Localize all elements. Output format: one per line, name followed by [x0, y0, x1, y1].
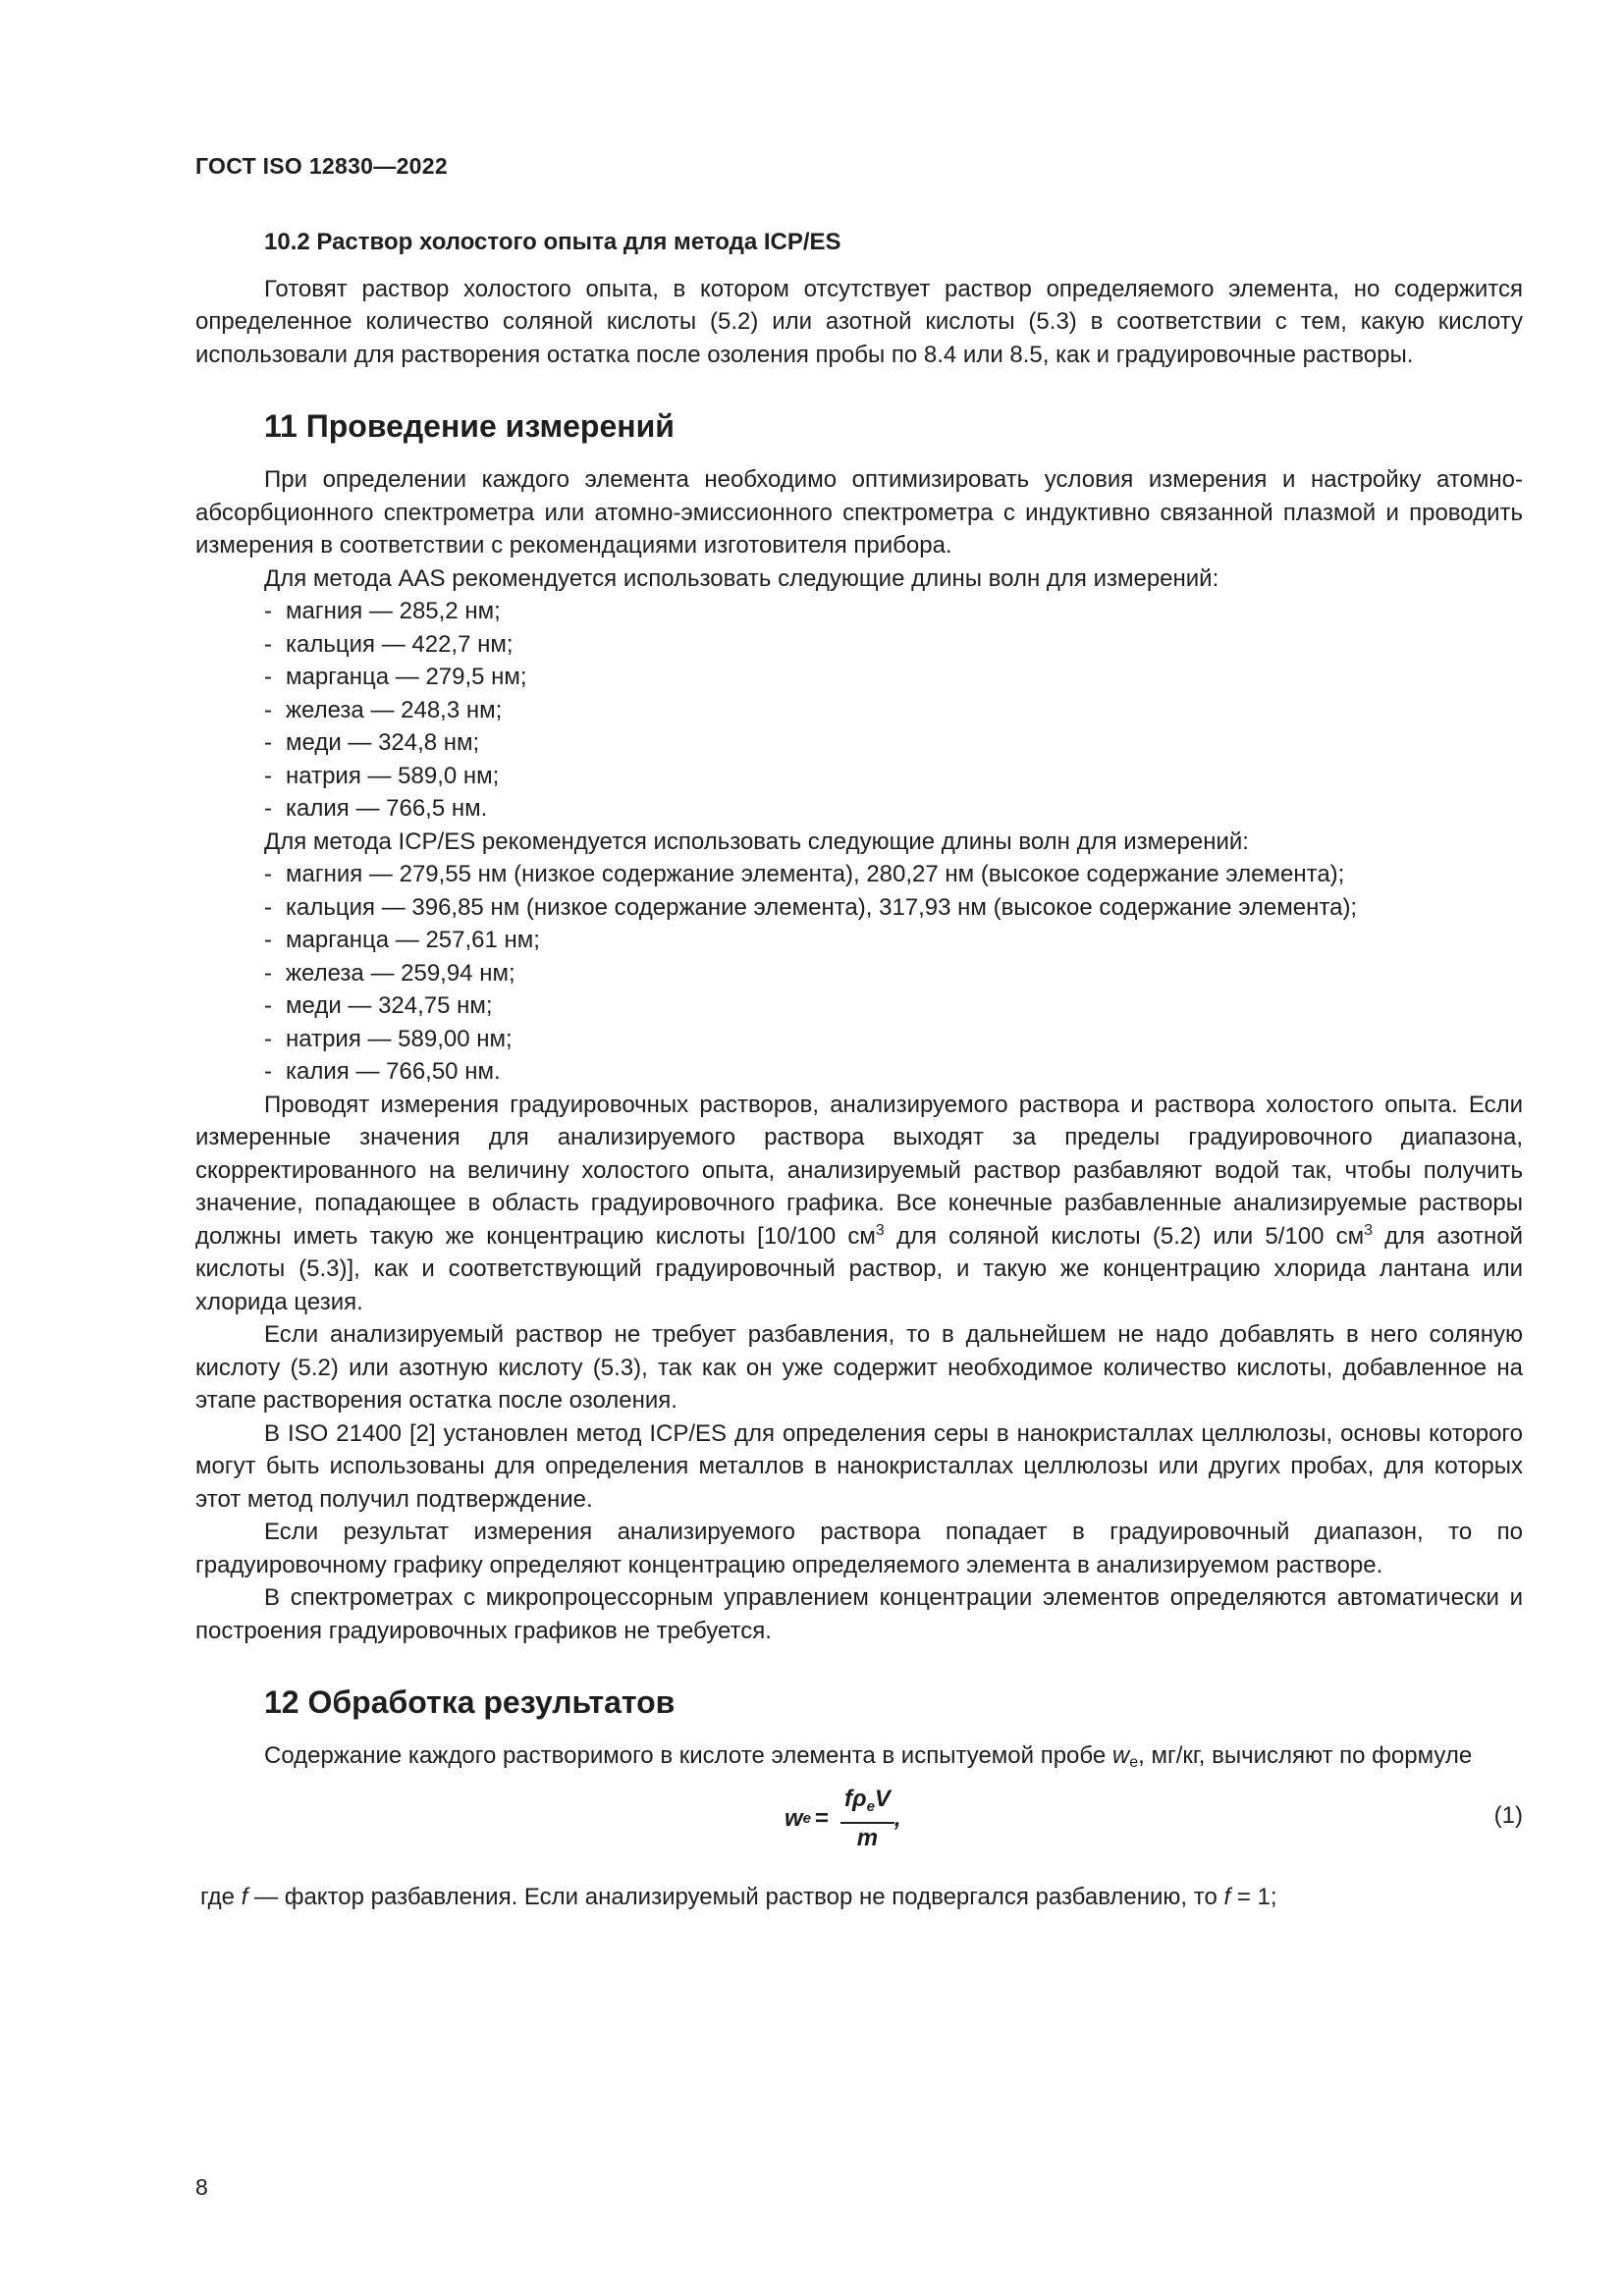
paragraph-iso-21400: В ISO 21400 [2] установлен метод ICP/ES для определения серы в нанокристаллах целлюлозы, основы которого могут быть использованы для определения металлов в нанокристаллах целлюлозы или других пробах, для которых этот метод получил подтверждение.	[195, 1419, 1523, 1513]
paragraph-dilution: Проводят измерения градуировочных растворов, анализируемого раствора и раствора холостого опыта. Если измеренные значения для анализируемого раствора выходят за пределы градуировочного диапазона, скорректированного на величину холостого опыта, анализируемый раствор разбавляют водой так, чтобы получить значение, попадающее в область градуировочного графика. Все конечные разбавленные анализируемые растворы должны иметь такую же концентрацию кислоты [10/100 $см^3$ для соляной кислоты (5.2) или 5/100 $см^3$ для азотной кислоты (5.3)], как и соответствующий градуировочный раствор, и такую же концентрацию хлорида лантана или хлорида цезия.	[195, 1091, 1523, 1315]
list-item: - натрия — 589,0 нм;	[264, 762, 500, 789]
list-item: - железа — 248,3 нм;	[264, 696, 503, 723]
formula-number: (1)	[1493, 1801, 1523, 1829]
list-item: - магния — 279,55 нм (низкое содержание элемента), 280,27 нм (высокое содержание элемента);	[264, 861, 1345, 887]
formula-fraction: $\frac{f\rho_eV}{m}$	[840, 1785, 894, 1853]
document-header: ГОСТ ISO 12830—2022	[195, 153, 448, 179]
list-item: - марганца — 279,5 нм;	[264, 664, 527, 690]
list-item: - калия — 766,5 нм.	[264, 795, 488, 822]
document-body	[195, 226, 1523, 1913]
paragraph-calibration-range: Если результат измерения анализируемого раствора попадает в градуировочный диапазон, то по градуировочному графику определяют концентрацию определяемого элемента в анализируемом растворе.	[195, 1519, 1523, 1578]
list-item: - калия — 766,50 нм.	[264, 1058, 501, 1085]
paragraph-measurement-intro: При определении каждого элемента необходимо оптимизировать условия измерения и настройку атомно-абсорбционного спектрометра или атомно-эмиссионного спектрометра с индуктивно связанной плазмой и проводить измерения в соответствии с рекомендациями изготовителя прибора.	[195, 466, 1523, 559]
section-title-11: 11 Проведение измерений	[264, 408, 675, 444]
list-item: - магния — 285,2 нм;	[264, 598, 501, 624]
list-item: - меди — 324,8 нм;	[264, 729, 480, 756]
formula-where-line: где f — фактор разбавления. Если анализируемый раствор не подвергался разбавлению, то f = 1;	[200, 1883, 1277, 1910]
icp-wavelength-list	[195, 858, 1523, 1089]
subsection-title-10-2: 10.2 Раствор холостого опыта для метода ICP/ES	[264, 229, 841, 255]
paragraph-blank-solution: Готовят раствор холостого опыта, в котором отсутствует раствор определяемого элемента, но содержится определенное количество соляной кислоты (5.2) или азотной кислоты (5.3) в соответствии с тем, какую кислоту использовали для растворения остатка после озоления пробы по 8.4 или 8.5, как и градуировочные растворы.	[195, 275, 1523, 368]
paragraph-no-dilution: Если анализируемый раствор не требует разбавления, то в дальнейшем не надо добавлять в него соляную кислоту (5.2) или азотную кислоту (5.3), так как он уже содержит необходимое количество кислоты, добавленное на этапе растворения остатка после озоления.	[195, 1321, 1523, 1414]
paragraph-results-intro: Содержание каждого растворимого в кислоте элемента в испытуемой пробе we, мг/кг, вычисляют по формуле	[264, 1742, 1473, 1771]
icp-list-lead: Для метода ICP/ES рекомендуется использовать следующие длины волн для измерений:	[264, 828, 1249, 855]
list-item: - марганца — 257,61 нм;	[264, 927, 540, 953]
list-item: - кальция — 396,85 нм (низкое содержание элемента), 317,93 нм (высокое содержание элемента);	[264, 893, 1358, 921]
formula-expression: w e = $\frac{f\rho_eV}{m}$ ,	[785, 1785, 901, 1851]
list-item: - натрия — 589,00 нм;	[264, 1025, 513, 1052]
section-title-12: 12 Обработка результатов	[264, 1684, 676, 1720]
paragraph-microprocessor: В спектрометрах с микропроцессорным управлением концентрации элементов определяются автоматически и построения градуировочных графиков не требуется.	[195, 1584, 1523, 1644]
list-item: - кальция — 422,7 нм;	[264, 630, 514, 658]
list-item: - меди — 324,75 нм;	[264, 992, 493, 1019]
page-number: 8	[195, 2174, 208, 2200]
list-item: - железа — 259,94 нм;	[264, 959, 515, 987]
aas-wavelength-list	[195, 595, 1523, 826]
formula-1	[195, 1785, 1523, 1861]
aas-list-lead: Для метода AAS рекомендуется использовать следующие длины волн для измерений:	[264, 564, 1219, 592]
